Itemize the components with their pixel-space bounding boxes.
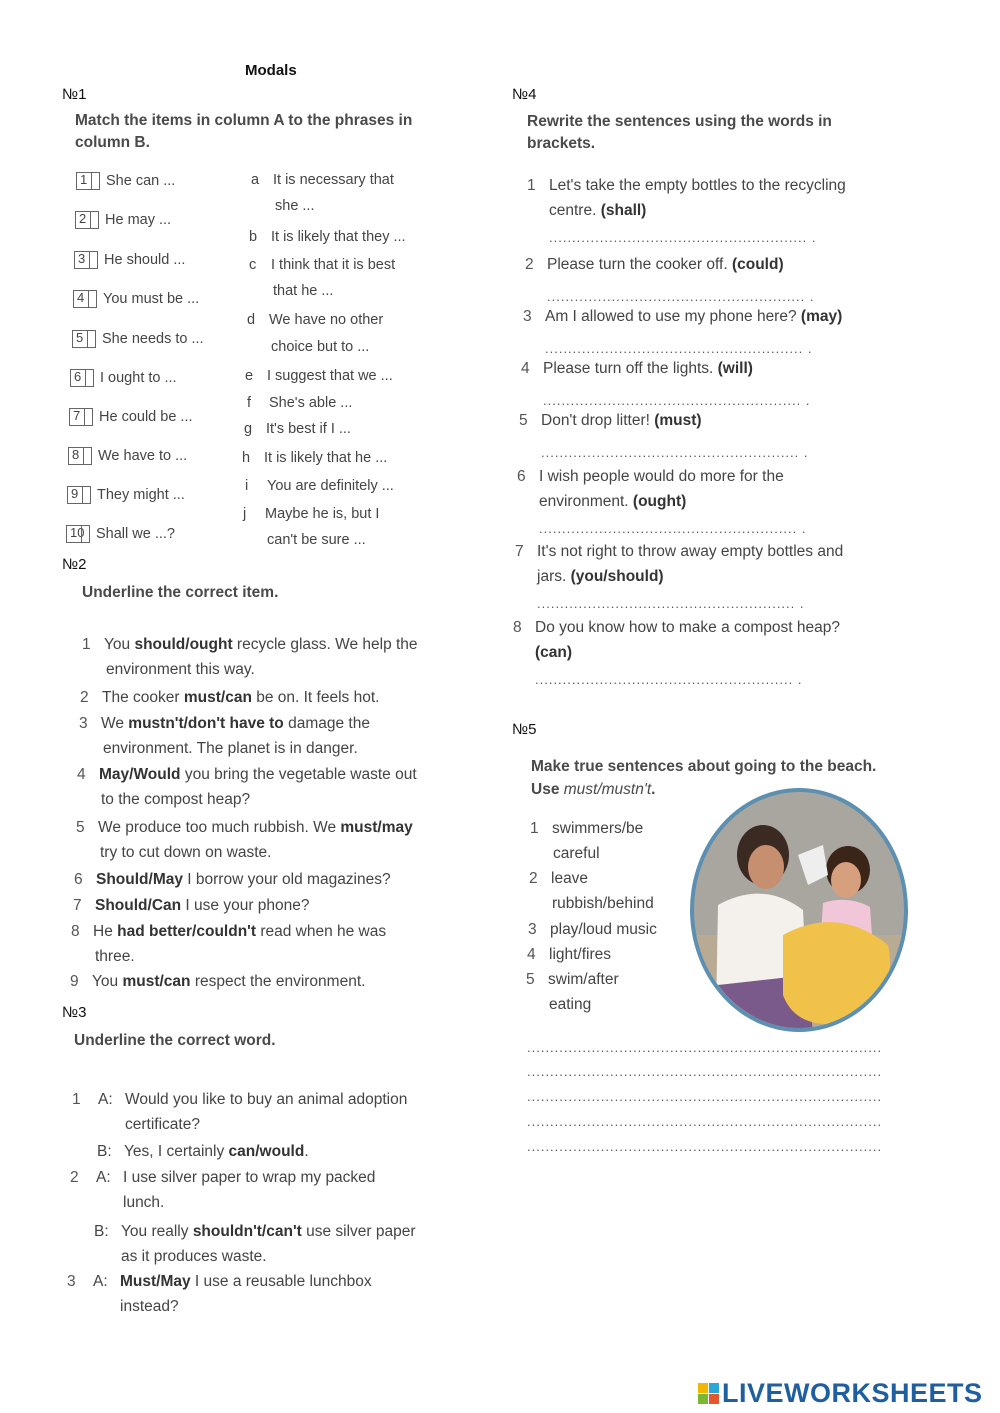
exercise-2-item [82, 633, 418, 657]
column-a-item [72, 330, 204, 348]
prompt-words-cont: careful [553, 845, 600, 862]
item-text-cont [539, 490, 686, 514]
prompt-words: leave [551, 870, 589, 887]
prompt-words-cont: eating [549, 996, 592, 1013]
answer-box[interactable] [66, 525, 90, 543]
beach-photo [688, 785, 910, 1035]
column-b-text: We have no other [269, 312, 384, 328]
item-number: 6 [517, 468, 526, 485]
column-b-item [245, 368, 393, 384]
choice-options[interactable]: mustn't/don't have to [128, 715, 284, 732]
item-text: You [92, 973, 123, 990]
column-a-item [73, 290, 199, 308]
exercise-4-item [527, 174, 846, 198]
item-text: Please turn off the lights. [543, 360, 718, 377]
prompt-words-cont: rubbish/behind [552, 895, 654, 912]
answer-line[interactable]: ............................................................................. [527, 1114, 883, 1129]
item-number: 5 [76, 819, 85, 836]
bracket-word: (you/should) [570, 568, 664, 585]
column-b-item [247, 395, 352, 411]
column-a-item [66, 525, 175, 543]
speaker-label: A: [98, 1091, 113, 1108]
answer-box[interactable] [69, 408, 93, 426]
item-text-cont: environment. The planet is in danger. [103, 740, 358, 757]
column-a-item [74, 251, 185, 269]
answer-box-number: 5 [76, 330, 84, 345]
column-b-letter: i [245, 478, 249, 494]
item-number: 2 [529, 870, 538, 887]
exercise-4-item [519, 409, 702, 433]
column-a-text: He may ... [105, 211, 172, 228]
prompt-words: swim/after [548, 971, 619, 988]
column-a-text: You must be ... [103, 290, 200, 307]
exercise-4-item [517, 465, 784, 489]
item-text: Yes, I certainly [124, 1143, 229, 1160]
item-text: you bring the vegetable waste out [180, 766, 417, 783]
exercise-5-item [529, 867, 588, 891]
column-b-item [244, 421, 351, 437]
answer-box-number: 7 [73, 408, 81, 423]
choice-options[interactable]: shouldn't/can't [192, 1223, 302, 1240]
answer-line[interactable]: ............................................................................. [527, 1064, 883, 1079]
column-a-item [69, 408, 193, 426]
column-b-text: Maybe he is, but I [265, 506, 380, 522]
exercise-4-item [523, 305, 842, 329]
item-text-cont: try to cut down on waste. [100, 844, 272, 861]
item-text: environment. [539, 493, 633, 510]
column-b-text: It is likely that he ... [264, 450, 388, 466]
column-a-text: He should ... [104, 251, 186, 268]
column-a-item [68, 447, 187, 465]
column-a-item [76, 172, 175, 190]
answer-line[interactable]: ............................................................................. [527, 1139, 883, 1154]
item-text: It's not right to throw away empty bottles and [537, 543, 844, 560]
item-number: 4 [77, 766, 86, 783]
column-a-text: I ought to ... [100, 369, 177, 386]
column-a-item [67, 486, 185, 504]
item-text: The cooker [102, 689, 184, 706]
answer-box-number: 10 [70, 525, 85, 540]
column-b-text: It is necessary that [273, 172, 394, 188]
item-text: We [101, 715, 129, 732]
liveworksheets-logo [698, 1378, 983, 1409]
answer-line[interactable]: ........................................................ . [543, 393, 811, 408]
item-number: 8 [513, 619, 522, 636]
answer-line[interactable]: ........................................................ . [539, 521, 807, 536]
item-number: 7 [515, 543, 524, 560]
answer-box[interactable] [73, 290, 97, 308]
item-text: respect the environment. [190, 973, 366, 990]
item-number: 5 [526, 971, 535, 988]
prompt-words: swimmers/be [552, 820, 644, 837]
exercise-5-item [527, 943, 611, 967]
item-number: 5 [519, 412, 528, 429]
item-text-cont [535, 641, 572, 665]
bracket-word: (shall) [600, 202, 647, 219]
exercise-2-item [80, 686, 379, 710]
column-a-text: She can ... [106, 172, 176, 189]
answer-box[interactable] [67, 486, 91, 504]
exercise-2-instruction: Underline the correct item. [82, 584, 279, 601]
exercise-3-item [71, 1140, 309, 1164]
answer-box-number: 2 [79, 211, 87, 226]
answer-line[interactable]: ............................................................................. [527, 1089, 883, 1104]
column-a-item [70, 369, 177, 387]
column-b-item [247, 312, 383, 328]
choice-options[interactable]: Should/Can [95, 897, 182, 914]
column-b-item [249, 229, 406, 245]
column-a-text: They might ... [97, 486, 185, 503]
liveworksheets-text: LIVEWORKSHEETS [722, 1378, 983, 1408]
answer-box[interactable] [75, 211, 99, 229]
item-text-cont: lunch. [123, 1194, 165, 1211]
answer-box-number: 3 [78, 251, 86, 266]
column-a-item [75, 211, 171, 229]
bracket-word: (may) [800, 308, 843, 325]
item-number: 1 [530, 820, 539, 837]
item-text-cont: as it produces waste. [121, 1248, 267, 1265]
exercise-5-item [528, 918, 657, 942]
column-b-letter: j [243, 506, 247, 522]
item-text-cont: to the compost heap? [101, 791, 251, 808]
speaker-label: A: [96, 1169, 111, 1186]
item-text-cont: certificate? [125, 1116, 200, 1133]
item-text: I use silver paper to wrap my packed [123, 1169, 376, 1186]
item-text: Let's take the empty bottles to the recycling [549, 177, 846, 194]
column-b-text-cont: that he ... [273, 283, 334, 299]
item-text: I borrow your old magazines? [182, 871, 391, 888]
choice-options[interactable]: must/can [183, 689, 252, 706]
item-number: 3 [79, 715, 88, 732]
column-b-text: I think that it is best [271, 257, 396, 273]
exercise-1-label: №1 [62, 86, 87, 103]
item-number: 3 [528, 921, 537, 938]
column-b-letter: g [244, 421, 253, 437]
answer-box[interactable] [72, 330, 96, 348]
answer-line[interactable]: ........................................................ . [545, 341, 813, 356]
item-text-cont: instead? [120, 1298, 179, 1315]
answer-box-number: 8 [72, 447, 80, 462]
column-b-item [243, 506, 379, 522]
choice-options[interactable]: should/ought [134, 636, 233, 653]
answer-box-number: 4 [77, 290, 85, 305]
exercise-2-item [73, 894, 310, 918]
item-text: You really [121, 1223, 193, 1240]
item-number: 2 [525, 256, 534, 273]
column-a-text: Shall we ...? [96, 525, 175, 542]
exercise-5-instruction-2: Use must/mustn't. [531, 781, 656, 798]
item-number: 2 [80, 689, 89, 706]
item-number: 4 [521, 360, 530, 377]
item-text: I use your phone? [181, 897, 310, 914]
exercise-3-item [72, 1088, 407, 1112]
item-text: I wish people would do more for the [539, 468, 784, 485]
column-b-item [251, 172, 394, 188]
item-text: damage the [283, 715, 370, 732]
item-text-cont: three. [95, 948, 135, 965]
item-number: 1 [72, 1091, 81, 1108]
item-number: 4 [527, 946, 536, 963]
liveworksheets-logo-icon [698, 1383, 720, 1405]
column-a-text: He could be ... [99, 408, 193, 425]
exercise-5-item [530, 817, 643, 841]
column-b-letter: e [245, 368, 254, 384]
answer-line[interactable]: ........................................................ . [537, 596, 805, 611]
page-title: Modals [245, 62, 297, 79]
item-number: 8 [71, 923, 80, 940]
item-text: You [104, 636, 135, 653]
column-b-item [249, 257, 395, 273]
exercise-2-item [79, 712, 370, 736]
item-text: . [304, 1143, 309, 1160]
exercise-4-item [515, 540, 843, 564]
exercise-2-item [74, 868, 391, 892]
item-number: 3 [67, 1273, 76, 1290]
column-b-text: I suggest that we ... [267, 368, 393, 384]
column-b-letter: b [249, 229, 258, 245]
exercise-4-instruction: Rewrite the sentences using the words in brackets. [527, 113, 832, 152]
column-b-letter: h [242, 450, 251, 466]
column-a-text: She needs to ... [102, 330, 204, 347]
item-text: Do you know how to make a compost heap? [535, 619, 841, 636]
answer-line[interactable]: ............................................................................. [527, 1040, 883, 1055]
answer-line[interactable]: ........................................................ . [541, 445, 809, 460]
speaker-label: B: [97, 1143, 112, 1160]
answer-box[interactable] [68, 447, 92, 465]
item-number: 9 [70, 973, 79, 990]
exercise-3-instruction: Underline the correct word. [74, 1032, 276, 1049]
item-text: be on. It feels hot. [251, 689, 380, 706]
answer-box[interactable] [70, 369, 94, 387]
column-b-text-cont: choice but to ... [271, 339, 370, 355]
speaker-label: A: [93, 1273, 108, 1290]
bracket-word: (must) [654, 412, 702, 429]
item-text-cont [549, 199, 646, 223]
exercise-2-item [71, 920, 386, 944]
item-number: 6 [74, 871, 83, 888]
prompt-words: play/loud music [550, 921, 657, 938]
column-a-text: We have to ... [98, 447, 188, 464]
item-text: centre. [549, 202, 601, 219]
column-b-text: It's best if I ... [266, 421, 351, 437]
column-b-letter: d [247, 312, 256, 328]
item-text: jars. [537, 568, 571, 585]
exercise-5-label: №5 [512, 721, 537, 738]
exercise-2-label: №2 [62, 556, 87, 573]
bracket-word: (will) [717, 360, 753, 377]
exercise-2-item [77, 763, 417, 787]
item-text-cont [537, 565, 664, 589]
exercise-4-item [513, 616, 840, 640]
exercise-3-item [68, 1220, 416, 1244]
answer-line[interactable]: ........................................................ . [547, 289, 815, 304]
item-text: He [93, 923, 118, 940]
item-text: use silver paper [301, 1223, 416, 1240]
item-number: 7 [73, 897, 82, 914]
item-text: read when he was [256, 923, 387, 940]
choice-options[interactable]: can/would [228, 1143, 305, 1160]
speaker-label: B: [94, 1223, 109, 1240]
exercise-4-label: №4 [512, 86, 537, 103]
column-b-item [242, 450, 387, 466]
column-b-letter: f [247, 395, 252, 411]
column-b-item [245, 478, 394, 494]
item-number: 1 [527, 177, 536, 194]
answer-box[interactable] [76, 172, 100, 190]
column-b-letter: a [251, 172, 260, 188]
answer-line[interactable]: ........................................................ . [535, 672, 803, 687]
item-text: Would you like to buy an animal adoption [125, 1091, 408, 1108]
column-b-text-cont: she ... [275, 198, 315, 214]
exercise-3-item [70, 1166, 375, 1190]
exercise-2-item [70, 970, 365, 994]
item-text: I use a reusable lunchbox [190, 1273, 372, 1290]
item-number: 1 [82, 636, 91, 653]
choice-options[interactable]: had better/couldn't [117, 923, 257, 940]
choice-options[interactable]: Must/May [120, 1273, 191, 1290]
column-b-text-cont: can't be sure ... [267, 532, 366, 548]
column-b-text: You are definitely ... [267, 478, 394, 494]
exercise-5-instruction: Make true sentences about going to the beach. [531, 758, 877, 775]
bracket-word: (can) [535, 644, 573, 661]
answer-box[interactable] [74, 251, 98, 269]
column-b-letter: c [249, 257, 257, 273]
item-number: 3 [523, 308, 532, 325]
item-text: Am I allowed to use my phone here? [545, 308, 801, 325]
exercise-3-item [67, 1270, 372, 1294]
exercise-2-item [76, 816, 413, 840]
exercise-3-label: №3 [62, 1004, 87, 1021]
item-text-cont: environment this way. [106, 661, 255, 678]
answer-box-number: 6 [74, 369, 82, 384]
column-b-text: It is likely that they ... [271, 229, 406, 245]
item-text: Please turn the cooker off. [547, 256, 732, 273]
bracket-word: (ought) [632, 493, 687, 510]
item-text: We produce too much rubbish. We [98, 819, 341, 836]
column-b-text: She's able ... [269, 395, 353, 411]
choice-options[interactable]: Should/May [96, 871, 183, 888]
choice-options[interactable]: May/Would [99, 766, 181, 783]
exercise-4-item [521, 357, 753, 381]
item-number: 2 [70, 1169, 79, 1186]
answer-line[interactable]: ........................................................ . [549, 230, 817, 245]
exercise-5-item [526, 968, 619, 992]
exercise-1-instruction: Match the items in column A to the phrases in column B. [75, 112, 413, 151]
choice-options[interactable]: must/may [340, 819, 413, 836]
answer-box-number: 1 [80, 172, 88, 187]
item-text: Don't drop litter! [541, 412, 655, 429]
choice-options[interactable]: must/can [122, 973, 191, 990]
answer-box-number: 9 [71, 486, 79, 501]
item-text: recycle glass. We help the [232, 636, 418, 653]
prompt-words: light/fires [549, 946, 612, 963]
exercise-4-item [525, 253, 784, 277]
bracket-word: (could) [731, 256, 784, 273]
